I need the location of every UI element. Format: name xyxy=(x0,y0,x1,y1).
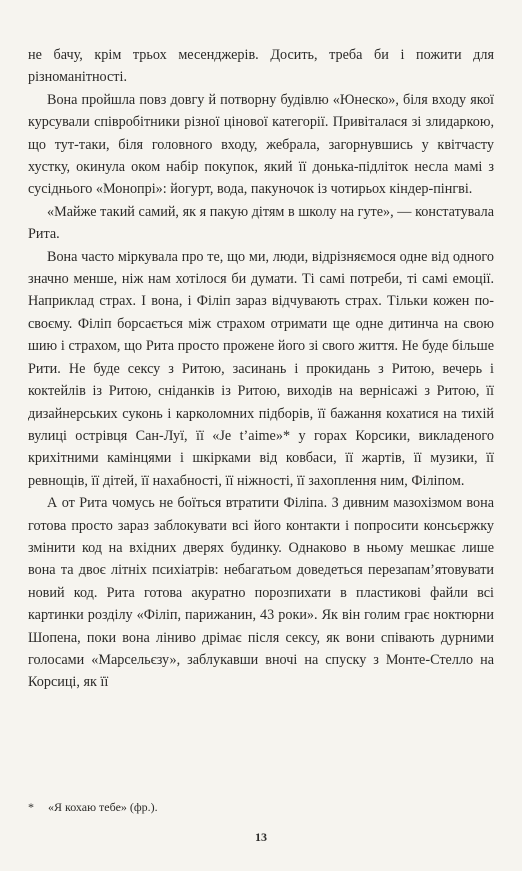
paragraph-1: не бачу, крім трьох месенджерів. Досить, треба би і пожити для різноманітності. xyxy=(28,47,494,86)
paragraph-2: Вона пройшла повз довгу й потворну будівлю «Юнеско», біля входу якої курсували співробітники різної цінової категорії. Привіталася зі злидаркою, що тут-таки, біля головного входу, жебрала, загорнувшись у квітчасту хустку, окинула оком набір покупок, який її донька-підліток несла мамі з сусіднього «Монопрі»: йогурт, вода, пакуночок із чотирьох кіндер-пінгві. xyxy=(28,91,494,198)
footnote-mark: * xyxy=(28,800,34,814)
footnote xyxy=(28,799,494,815)
paragraph-4: Вона часто міркувала про те, що ми, люди, відрізняємося одне від одного значно менше, ніж нам хотілося би думати. Ті самі потреби, ті самі емоції. Наприклад страх. І вона, і Філіп зараз відчувають страх. Тільки кожен по-своєму. Філіп борсається між страхом отримати ще одне дитинча на свою шию і страхом, що Рита просто прожене його зі свого життя. Не буде більше Рити. Не буде сексу з Ритою, засинань і прокидань з Ритою, вечерь і коктейлів із Ритою, сніданків із Ритою, виходів на вернісажі з Ритою, її дизайнерських суконь і карколомних підборів, її бажання кохатися на тихій вулиці острівця Сан-Луї, її «Je t’aime»* у горах Корсики, викладеного крихітними камінцями і шкірками від ковбаси, її жартів, її музики, її ревнощів, її дітей, її нахабності, її ніжності, її захоплення ним, Філіпом. xyxy=(28,248,494,489)
body-text xyxy=(28,44,494,694)
page-number: 13 xyxy=(255,830,267,844)
paragraph-5: А от Рита чомусь не боїться втратити Філіпа. З дивним мазохізмом вона готова просто зараз заблокувати всі його контакти і попросити консьєржку змінити код на вхідних дверях будинку. Однаково в ньому мешкає лише вона та двоє літніх психіатрів: небагатьом доведеться перезапам’ятовувати новий код. Рита готова акуратно порозпихати в пластикові файли всі картинки розділу «Філіп, парижанин, 43 роки». Як він голим грає ноктюрни Шопена, поки вона ліниво дрімає після сексу, як вони співають дурними голосами «Марсельєзу», заблукавши вночі на спуску з Монте-Стелло на Корсиці, як її xyxy=(28,495,494,691)
footnote-text: «Я кохаю тебе» (фр.). xyxy=(48,800,158,814)
paragraph-3: «Майже такий самий, як я пакую дітям в школу на гуте», — констатувала Рита. xyxy=(28,203,494,243)
